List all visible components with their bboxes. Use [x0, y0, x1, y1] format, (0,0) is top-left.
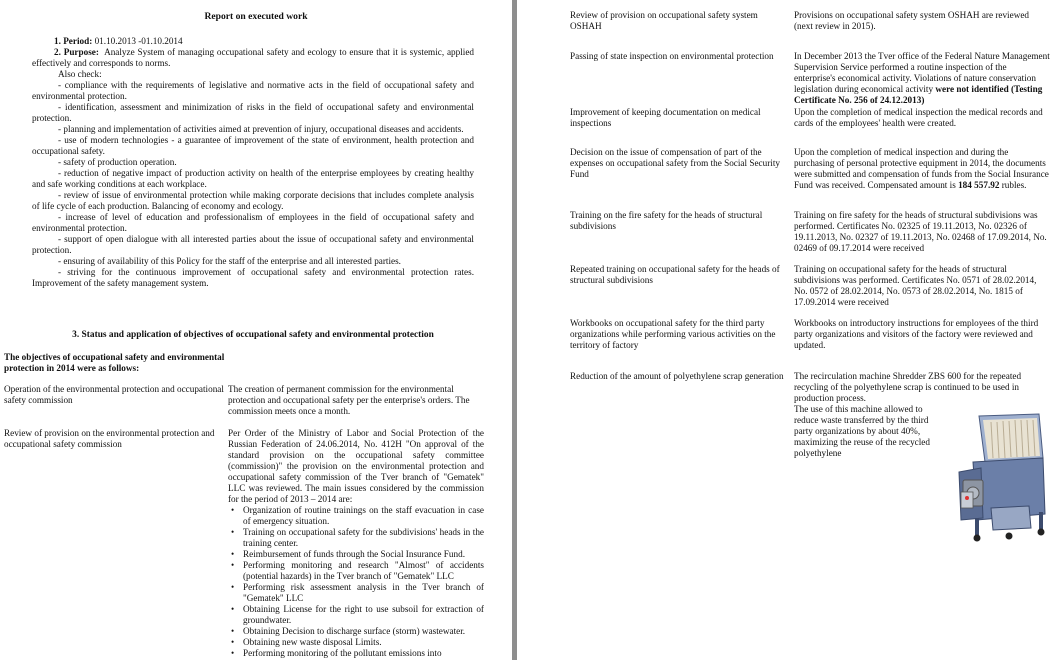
check-item: - use of modern technologies - a guarantee of improvement of the state of environment, health protection and occupational safety.	[32, 135, 474, 156]
document-page-left	[0, 0, 512, 660]
check-item: - identification, assessment and minimization of risks in the field of occupational safety and environmental protection.	[32, 102, 474, 123]
list-item: • Reimbursement of funds through the Social Insurance Fund.	[243, 549, 484, 560]
list-item: • Performing monitoring of the pollutant emissions into	[243, 648, 484, 659]
check-item: - compliance with the requirements of legislative and normative acts in the field of occupational safety and environmental protection.	[32, 80, 474, 101]
also-check: Also check:	[58, 69, 102, 79]
objective-status-bold: 184 557.92	[958, 180, 1000, 190]
list-item: • Organization of routine trainings on the staff evacuation in case of emergency situation.	[243, 505, 484, 527]
report-intro	[32, 36, 474, 289]
check-item: - ensuring of availability of this Policy for the staff of the enterprise and all interested parties.	[58, 256, 401, 266]
objective-name: Review of provision on the environmental protection and occupational safety commission	[4, 428, 215, 449]
objective-name: Improvement of keeping documentation on medical inspections	[570, 107, 761, 128]
period-line	[32, 36, 474, 47]
list-item: • Training on occupational safety for the subdivisions' heads in the training center.	[243, 527, 484, 549]
check-item: - planning and implementation of activities aimed at prevention of injury, occupational diseases and accidents.	[58, 124, 464, 134]
objective-name: Decision on the issue of compensation of part of the expenses on occupational safety from the Social Security Fund	[570, 147, 780, 179]
objective-status: Per Order of the Ministry of Labor and Social Protection of the Russian Federation of 24.06.2014, No. 412H "On approval of the standard provision on the occupational safety committee (commission)" the provision on the environmental protection and occupational safety commission of the Tver branch of "Gematek" LLC was reviewed. The main issues considered by the commission for the period of 2013 – 2014 are:	[228, 428, 484, 504]
period-value: 01.10.2013 -01.10.2014	[94, 36, 183, 46]
purpose-text: Analyze System of managing occupational safety and ecology to ensure that it is systemic, applied effectively and corresponds to norms.	[32, 47, 474, 68]
check-item: - review of issue of environmental protection while making corporate decisions that includes complete analysis of life cycle of each production. Balancing of economy and ecology.	[32, 190, 474, 211]
list-item: • Obtaining new waste disposal Limits.	[243, 637, 484, 648]
objectives-heading: The objectives of occupational safety and environmental protection in 2014 were as follows:	[4, 352, 225, 373]
objective-name: Passing of state inspection on environmental protection	[570, 51, 774, 61]
objective-status-bold: were not identified (Testing Certificate No. 256 of 24.12.2013)	[794, 84, 1043, 105]
objective-status-block	[794, 51, 1050, 106]
objective-name: Operation of the environmental protection and occupational safety commission	[4, 384, 224, 405]
objective-name: Reduction of the amount of polyethylene scrap generation	[570, 371, 784, 381]
issues-list	[228, 505, 484, 659]
objective-status: The creation of permanent commission for the environmental protection and occupational safety per the enterprise's orders. The commission meets once a month.	[228, 384, 470, 416]
objective-name: Review of provision on occupational safety system OSHAH	[570, 10, 758, 31]
objective-status: Workbooks on introductory instructions for employees of the third party organizations and visitors of the factory were reviewed and updated.	[794, 318, 1039, 350]
period-label: 1. Period:	[54, 36, 93, 46]
objective-status: The recirculation machine Shredder ZBS 600 for the repeated recycling of the polyethylene scrap is continued to be used in production process.	[794, 371, 1022, 403]
check-item: - safety of production operation.	[58, 157, 177, 167]
objective-status: In December 2013 the Tver office of the Federal Nature Management Supervision Service performed a routine inspection of the enterprise's economical activity. Violations of nature conservation legislation during economical activity	[794, 51, 1050, 94]
objective-status: Upon the completion of medical inspection the medical records and cards of the employees' health were created.	[794, 107, 1043, 128]
section-3-heading: 3. Status and application of objectives of occupational safety and environmental protection	[72, 330, 434, 340]
list-item: • Performing monitoring and research "Almost" of accidents (potential hazards) in the Tver branch of "Gematek" LLC	[243, 560, 484, 582]
check-item: - increase of level of education and professionalism of employees in the field of occupational safety and environmental protection.	[32, 212, 474, 233]
list-item: • Obtaining License for the right to use subsoil for extraction of groundwater.	[243, 604, 484, 626]
check-item: - striving for the continuous improvement of occupational safety and environmental protection rates. Improvement of the safety management system.	[32, 267, 474, 288]
check-item: - reduction of negative impact of production activity on health of the enterprise employees by creating healthy and safe working conditions at each workplace.	[32, 168, 474, 189]
check-item: - support of open dialogue with all interested parties about the issue of occupational safety and environmental protection.	[32, 234, 474, 255]
shredder-machine-image	[951, 410, 1051, 544]
objective-name: Repeated training on occupational safety for the heads of structural subdivisions	[570, 264, 780, 285]
objective-status: Provisions on occupational safety system OSHAH are reviewed (next review in 2015).	[794, 10, 1029, 31]
objective-status: Training on fire safety for the heads of structural subdivisions was performed. Certificates No. 02325 of 19.11.2013, No. 02326 of 19.11.2013, No. 02327 of 19.11.2013, No. 02468 of 17.09.2014, No. 02469 of 09.17.2014 were received	[794, 210, 1047, 253]
purpose-line	[32, 47, 474, 69]
objective-status-extra: The use of this machine allowed to reduce waste transferred by the third party organizations by about 40%, maximizing the reuse of the recycled polyethylene	[794, 404, 930, 458]
objective-name: Workbooks on occupational safety for the third party organizations while performing various activities on the territory of factory	[570, 318, 776, 350]
report-title: Report on executed work	[204, 11, 308, 22]
objective-status: Upon the completion of medical inspection and during the purchasing of personal protective equipment in 2014, the documents were submitted and compensation of funds from the Social Insurance Fund was received. Compensated amount is	[794, 147, 1049, 190]
list-item: • Performing risk assessment analysis in the Tver branch of "Gematek" LLC	[243, 582, 484, 604]
objective-status-block	[228, 428, 484, 659]
objective-name: Training on the fire safety for the heads of structural subdivisions	[570, 210, 763, 231]
objective-status-tail: rubles.	[1001, 180, 1027, 190]
objective-status: Training on occupational safety for the heads of structural subdivisions was performed. Certificates No. 0571 of 28.02.2014, No. 0572 of 28.02.2014, No. 0573 of 28.02.2014, No. 1815 of 17.09.2014 were received	[794, 264, 1037, 307]
document-page-right	[517, 0, 1052, 660]
purpose-label: 2. Purpose:	[54, 47, 99, 57]
list-item: • Obtaining Decision to discharge surface (storm) wastewater.	[243, 626, 484, 637]
objective-status-block	[794, 147, 1050, 191]
